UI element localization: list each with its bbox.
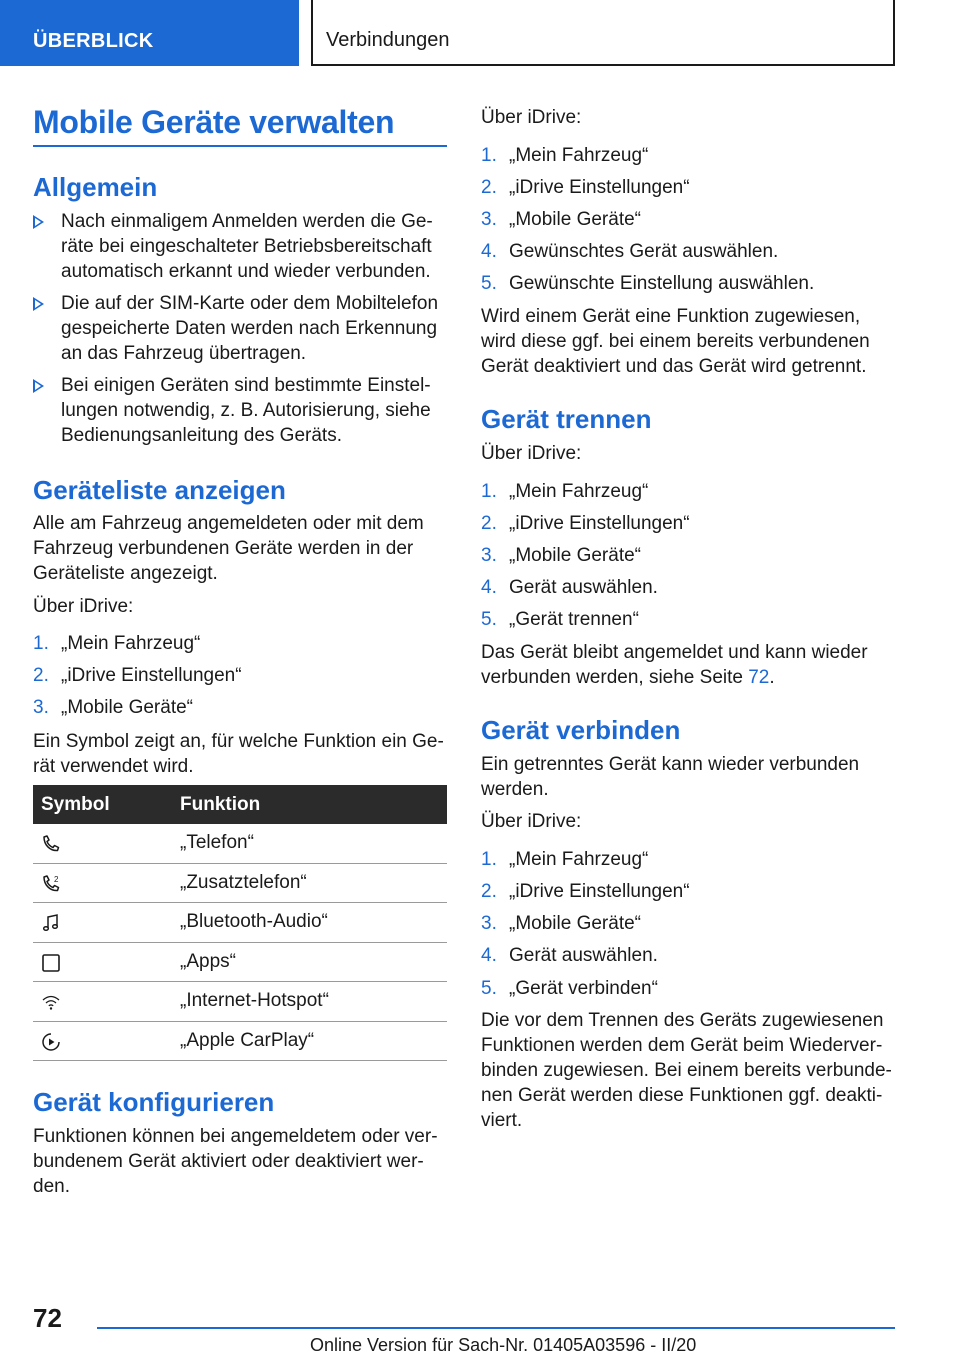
section-label: ÜBERBLICK — [33, 30, 154, 52]
step-text: „Mein Fahrzeug“ — [509, 849, 649, 870]
step-number: 4. — [481, 241, 497, 262]
page-reference-link[interactable]: 72 — [748, 667, 770, 688]
text-line: Ein Symbol zeigt an, für welche Funktion ein Ge- — [33, 731, 444, 752]
table-row — [33, 824, 447, 864]
step-text: „iDrive Einstellungen“ — [509, 881, 690, 902]
phone-icon — [41, 834, 61, 854]
text-line: nen Gerät werden diese Funktionen ggf. deakti- — [481, 1085, 883, 1106]
step-text: „Mobile Geräte“ — [509, 545, 641, 566]
text-line: Wird einem Gerät eine Funktion zugewiesen, — [481, 306, 861, 327]
text-line: wird diese ggf. bei einem bereits verbundenen — [481, 331, 870, 352]
text-line: Funktionen werden dem Gerät beim Wiederver- — [481, 1035, 883, 1056]
footer-text: Online Version für Sach-Nr. 01405A03596 - II/20 — [310, 1335, 697, 1355]
paragraph — [481, 640, 901, 690]
text-line: Die vor dem Trennen des Geräts zugewiesenen — [481, 1010, 884, 1031]
heading-allgemein: Allgemein — [33, 172, 158, 202]
column-header-symbol: Symbol — [41, 794, 110, 815]
step-number: 3. — [481, 913, 497, 934]
text-line: Ein getrenntes Gerät kann wieder verbunden — [481, 754, 860, 775]
step-text: „Mein Fahrzeug“ — [509, 481, 649, 502]
step-number: 1. — [481, 481, 497, 502]
text-line: Fahrzeug verbundenen Geräte werden in der — [33, 538, 414, 559]
bullet-line: gespeicherte Daten werden nach Erkennung — [61, 318, 438, 339]
step-number: 2. — [481, 177, 497, 198]
bullet-line: räte bei eingeschalteter Betriebsbereitschaft — [61, 236, 432, 257]
via-idrive: Über iDrive: — [481, 443, 582, 464]
step-text: „Mein Fahrzeug“ — [509, 145, 649, 166]
step-text: „Gerät verbinden“ — [509, 978, 658, 999]
text-line: binden zugewiesen. Bei einem bereits verbunde- — [481, 1060, 892, 1081]
text-line: werden. — [481, 779, 549, 800]
via-idrive: Über iDrive: — [481, 107, 582, 128]
via-idrive: Über iDrive: — [33, 596, 134, 617]
paragraph — [481, 752, 901, 802]
step-number: 4. — [481, 945, 497, 966]
text-line: den. — [33, 1176, 70, 1197]
step-text: Gerät auswählen. — [509, 945, 658, 966]
step-text: „Mobile Geräte“ — [61, 697, 193, 718]
table-row — [33, 864, 447, 904]
step-number: 3. — [481, 209, 497, 230]
paragraph — [481, 304, 901, 379]
paragraph — [33, 1124, 453, 1199]
bullet-line: Bedienungsanleitung des Geräts. — [61, 425, 342, 446]
bullet-line: automatisch erkannt und wieder verbunden. — [61, 261, 431, 282]
paragraph — [33, 511, 453, 586]
function-label: „Internet-Hotspot“ — [180, 990, 329, 1011]
chapter-tab[interactable] — [311, 0, 895, 66]
heading-konfigurieren: Gerät konfigurieren — [33, 1087, 275, 1117]
step-text: „Mobile Geräte“ — [509, 209, 641, 230]
table-row — [33, 943, 447, 983]
heading-trennen: Gerät trennen — [481, 404, 652, 434]
svg-text:2: 2 — [54, 874, 59, 884]
step-text: Gerät auswählen. — [509, 577, 658, 598]
step-number: 1. — [481, 145, 497, 166]
function-label: „Apple CarPlay“ — [180, 1029, 315, 1051]
text-line: Das Gerät bleibt angemeldet und kann wieder — [481, 642, 868, 663]
bullet-line: Die auf der SIM-Karte oder dem Mobiltelefon — [61, 293, 439, 314]
table-row — [33, 982, 447, 1022]
function-label: „Bluetooth-Audio“ — [180, 911, 328, 932]
step-text: „iDrive Einstellungen“ — [61, 665, 242, 686]
step-number: 2. — [481, 881, 497, 902]
bullet-line: lungen notwendig, z. B. Autorisierung, siehe — [61, 400, 431, 421]
symbol-table — [33, 785, 447, 1061]
step-number: 3. — [481, 545, 497, 566]
column-header-function: Funktion — [180, 794, 261, 815]
table-row — [33, 903, 447, 943]
step-text: „iDrive Einstellungen“ — [509, 513, 690, 534]
step-text: „Mobile Geräte“ — [509, 913, 641, 934]
text-line: Gerät deaktiviert und das Gerät wird getrennt. — [481, 356, 867, 377]
text-line: rät verwendet wird. — [33, 756, 194, 777]
page-number: 72 — [33, 1303, 62, 1333]
chapter-label: Verbindungen — [326, 29, 450, 51]
table-row — [33, 1022, 447, 1062]
music-note-icon — [41, 913, 61, 933]
step-number: 5. — [481, 609, 497, 630]
text-fragment: verbunden werden, siehe Seite — [481, 667, 749, 688]
step-text: „iDrive Einstellungen“ — [509, 177, 690, 198]
step-text: Gewünschte Einstellung auswählen. — [509, 273, 815, 294]
wifi-hotspot-icon — [41, 992, 61, 1012]
bullet-line: Nach einmaligem Anmelden werden die Ge- — [61, 211, 433, 232]
bullet-line: an das Fahrzeug übertragen. — [61, 343, 307, 364]
function-label: „Apps“ — [180, 950, 236, 972]
step-number: 3. — [33, 697, 49, 718]
step-number: 1. — [33, 633, 49, 654]
triangle-bullet-icon — [33, 297, 44, 311]
step-number: 4. — [481, 577, 497, 598]
text-line: Geräteliste angezeigt. — [33, 563, 218, 584]
triangle-bullet-icon — [33, 379, 44, 393]
function-label: „Telefon“ — [180, 832, 254, 853]
text-line: viert. — [481, 1110, 523, 1131]
triangle-bullet-icon — [33, 215, 44, 229]
step-text: Gewünschtes Gerät auswählen. — [509, 241, 779, 262]
bullet-line: Bei einigen Geräten sind bestimmte Einstel- — [61, 375, 431, 396]
table-header — [33, 785, 447, 824]
heading-geraeteliste: Geräteliste anzeigen — [33, 475, 286, 505]
section-tab[interactable] — [0, 0, 299, 66]
apps-square-icon — [41, 953, 61, 973]
paragraph — [33, 729, 453, 779]
step-number: 2. — [481, 513, 497, 534]
text-line: Funktionen können bei angemeldetem oder ver- — [33, 1126, 438, 1147]
function-label: „Zusatztelefon“ — [180, 871, 307, 893]
paragraph — [481, 1008, 901, 1133]
text-line: Alle am Fahrzeug angemeldeten oder mit dem — [33, 513, 424, 534]
text-line — [481, 665, 901, 690]
text-fragment: . — [769, 667, 775, 688]
step-number: 1. — [481, 849, 497, 870]
step-text: „Gerät trennen“ — [509, 609, 639, 630]
step-text: „Mein Fahrzeug“ — [61, 633, 201, 654]
via-idrive: Über iDrive: — [481, 811, 582, 832]
carplay-play-icon — [41, 1032, 61, 1052]
footer-divider — [97, 1327, 895, 1329]
step-number: 5. — [481, 978, 497, 999]
heading-verbinden: Gerät verbinden — [481, 715, 681, 745]
title-divider — [33, 145, 447, 147]
text-line: bundenem Gerät aktiviert oder deaktiviert wer- — [33, 1151, 424, 1172]
page-title: Mobile Geräte verwalten — [33, 104, 395, 140]
secondary-phone-icon — [41, 874, 61, 894]
step-number: 2. — [33, 665, 49, 686]
step-number: 5. — [481, 273, 497, 294]
